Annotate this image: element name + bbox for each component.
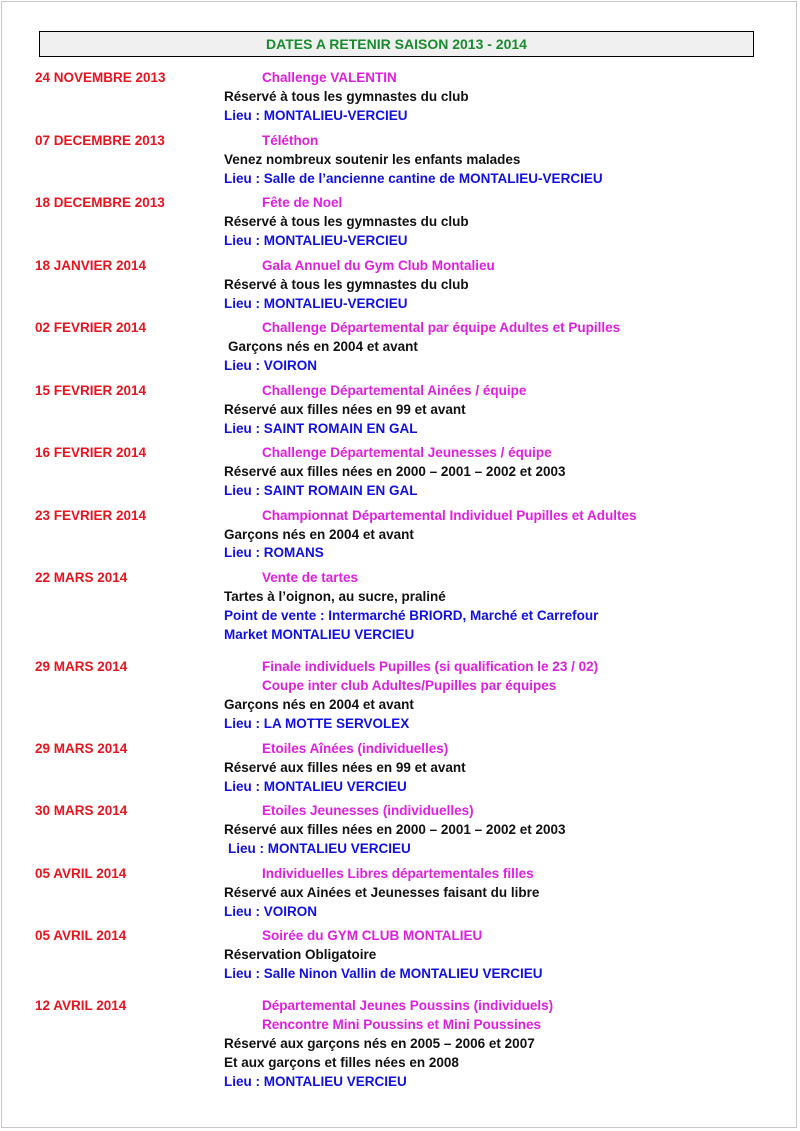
event-location: Lieu : VOIRON xyxy=(224,358,318,373)
event-date: 24 NOVEMBRE 2013 xyxy=(35,70,166,85)
event-date: 05 AVRIL 2014 xyxy=(35,928,127,943)
event-title: Départemental Jeunes Poussins (individuels) xyxy=(262,998,554,1013)
event-location: Lieu : ROMANS xyxy=(224,545,324,560)
event-date: 29 MARS 2014 xyxy=(35,741,128,756)
event-title: Soirée du GYM CLUB MONTALIEU xyxy=(262,928,483,943)
event-title: Championnat Départemental Individuel Pupilles et Adultes xyxy=(262,508,637,523)
event-description: Réservé aux filles nées en 2000 – 2001 – 2002 et 2003 xyxy=(224,464,566,479)
event-description: Réservation Obligatoire xyxy=(224,947,377,962)
event-location: Lieu : MONTALIEU-VERCIEU xyxy=(224,296,408,311)
event-date: 07 DECEMBRE 2013 xyxy=(35,133,165,148)
event-date: 18 DECEMBRE 2013 xyxy=(35,195,165,210)
event-date: 05 AVRIL 2014 xyxy=(35,866,127,881)
event-title: Etoiles Aînées (individuelles) xyxy=(262,741,449,756)
event-location-continued: Market MONTALIEU VERCIEU xyxy=(224,627,415,642)
event-description: Réservé aux garçons nés en 2005 – 2006 et 2007 xyxy=(224,1036,535,1051)
event-date: 30 MARS 2014 xyxy=(35,803,128,818)
event-description: Tartes à l’oignon, au sucre, praliné xyxy=(224,589,446,604)
event-description: Garçons nés en 2004 et avant xyxy=(224,527,414,542)
event-location: Lieu : LA MOTTE SERVOLEX xyxy=(224,716,410,731)
event-title: Challenge Départemental Jeunesses / équipe xyxy=(262,445,552,460)
event-description: Réservé aux filles nées en 2000 – 2001 – 2002 et 2003 xyxy=(224,822,566,837)
event-date: 12 AVRIL 2014 xyxy=(35,998,127,1013)
event-title: Fête de Noel xyxy=(262,195,343,210)
event-title-secondary: Rencontre Mini Poussins et Mini Poussines xyxy=(262,1017,542,1032)
event-description: Venez nombreux soutenir les enfants malades xyxy=(224,152,521,167)
page-title: DATES A RETENIR SAISON 2013 - 2014 xyxy=(39,31,754,57)
event-title: Challenge Départemental par équipe Adultes et Pupilles xyxy=(262,320,621,335)
event-location: Lieu : MONTALIEU VERCIEU xyxy=(228,841,411,856)
event-description: Garçons nés en 2004 et avant xyxy=(224,697,414,712)
event-location: Lieu : SAINT ROMAIN EN GAL xyxy=(224,483,418,498)
event-location: Lieu : Salle Ninon Vallin de MONTALIEU VERCIEU xyxy=(224,966,543,981)
event-description: Réservé à tous les gymnastes du club xyxy=(224,89,469,104)
event-description: Réservé à tous les gymnastes du club xyxy=(224,277,469,292)
event-description-continued: Et aux garçons et filles nées en 2008 xyxy=(224,1055,459,1070)
event-date: 23 FEVRIER 2014 xyxy=(35,508,147,523)
event-location: Lieu : Salle de l’ancienne cantine de MONTALIEU-VERCIEU xyxy=(224,171,603,186)
event-title: Finale individuels Pupilles (si qualification le 23 / 02) xyxy=(262,659,599,674)
event-title: Etoiles Jeunesses (individuelles) xyxy=(262,803,474,818)
event-date: 22 MARS 2014 xyxy=(35,570,128,585)
event-location: Point de vente : Intermarché BRIORD, Marché et Carrefour xyxy=(224,608,599,623)
event-location: Lieu : MONTALIEU VERCIEU xyxy=(224,1074,407,1089)
event-location: Lieu : MONTALIEU VERCIEU xyxy=(224,779,407,794)
event-date: 29 MARS 2014 xyxy=(35,659,128,674)
event-description: Réservé à tous les gymnastes du club xyxy=(224,214,469,229)
event-date: 15 FEVRIER 2014 xyxy=(35,383,147,398)
event-description: Réservé aux Ainées et Jeunesses faisant du libre xyxy=(224,885,540,900)
event-date: 18 JANVIER 2014 xyxy=(35,258,147,273)
event-location: Lieu : VOIRON xyxy=(224,904,318,919)
event-title-secondary: Coupe inter club Adultes/Pupilles par équipes xyxy=(262,678,557,693)
event-description: Garçons nés en 2004 et avant xyxy=(228,339,418,354)
event-description: Réservé aux filles nées en 99 et avant xyxy=(224,402,466,417)
event-title: Vente de tartes xyxy=(262,570,359,585)
event-title: Téléthon xyxy=(262,133,319,148)
event-title: Challenge Départemental Ainées / équipe xyxy=(262,383,527,398)
event-title: Challenge VALENTIN xyxy=(262,70,397,85)
event-title: Gala Annuel du Gym Club Montalieu xyxy=(262,258,495,273)
event-date: 16 FEVRIER 2014 xyxy=(35,445,147,460)
event-date: 02 FEVRIER 2014 xyxy=(35,320,147,335)
event-location: Lieu : SAINT ROMAIN EN GAL xyxy=(224,421,418,436)
event-description: Réservé aux filles nées en 99 et avant xyxy=(224,760,466,775)
event-title: Individuelles Libres départementales filles xyxy=(262,866,534,881)
event-location: Lieu : MONTALIEU-VERCIEU xyxy=(224,108,408,123)
event-location: Lieu : MONTALIEU-VERCIEU xyxy=(224,233,408,248)
